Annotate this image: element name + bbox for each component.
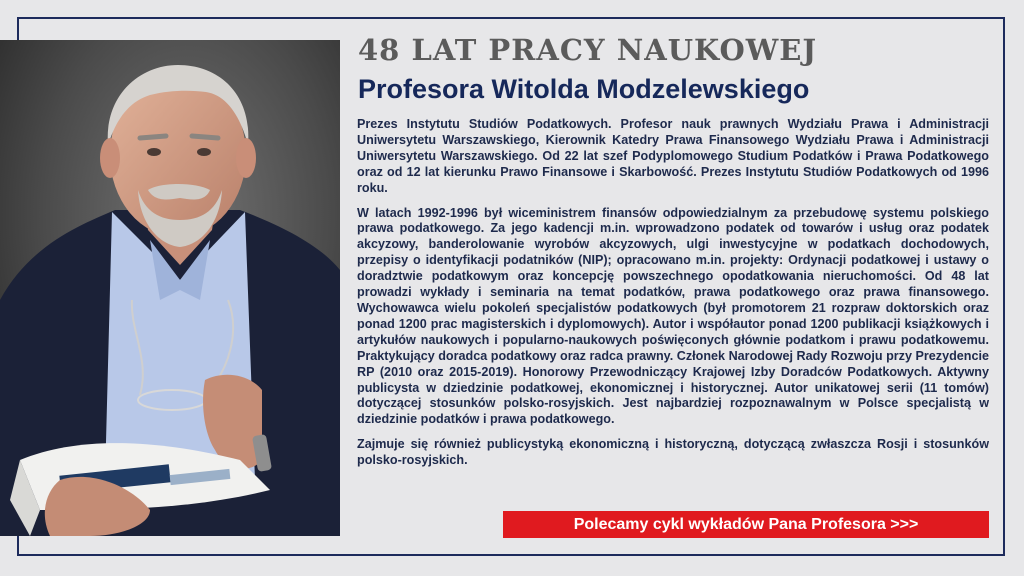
bio-paragraph-3: Zajmuje się również publicystyką ekonomiczną i historyczną, dotyczącą zwłaszcza Rosji i stosunków polsko-rosyjskich.: [357, 437, 989, 468]
bio-paragraph-1: Prezes Instytutu Studiów Podatkowych. Profesor nauk prawnych Wydziału Prawa i Administracji Uniwersytetu Warszawskiego, Kierownik Katedry Prawa Finansowego Wydziału Prawa i Administracji Uniwersytetu Warszawskiego. Od 22 lat szef Podyplomowego Studium Podatków i Prawa Podatkowego oraz od 12 lat kierunku Prawo Finansowe i Skarbowość. Prezes Instytutu Studiów Podatkowych od 1996 roku.: [357, 117, 989, 195]
page-title: 48 LAT PRACY NAUKOWEJ: [358, 33, 818, 67]
biography-text: [357, 117, 989, 478]
page-subtitle: Profesora Witolda Modzelewskiego: [358, 74, 810, 104]
professor-portrait: [0, 40, 340, 536]
bio-paragraph-2: W latach 1992-1996 był wiceministrem finansów odpowiedzialnym za przebudowę systemu polskiego prawa podatkowego. Za jego kadencji m.in. wprowadzono podatek od towarów i usług oraz podatek akcyzowy, banderolowanie wyrobów akcyzowych, ulgi inwestycyjne w podatkach dochodowych, przepisy o identyfikacji podatników (NIP); opracowano m.in. projekty: Ordynacji podatkowej i ustawy o doradztwie podatkowym oraz koncepcję powszechnego opodatkowania nieruchomości. Od 48 lat prowadzi wykłady i seminaria na temat podatków, prawa podatkowego oraz prawa finansowego. Wychowawca wielu pokoleń specjalistów podatkowych (był promotorem 21 rozpraw doktorskich oraz ponad 1200 prac magisterskich i dyplomowych). Autor i współautor ponad 1200 publikacji książkowych i artykułów naukowych i popularno-naukowych poświęconych głównie podatkom i prawu podatkowemu. Praktykujący doradca podatkowy oraz radca prawny. Członek Narodowej Rady Rozwoju przy Prezydencie RP (2010 oraz 2015-2019). Honorowy Przewodniczący Krajowej Izby Doradców Podatkowych. Aktywny publicysta w dziedzinie podatkowej, ekonomicznej i historycznej. Autor unikatowej serii (11 tomów) dotyczącej stosunków polsko-rosyjskich. Jest najbardziej rozpoznawalnym w Polsce specjalistą w dziedzinie podatków i prawa podatkowego.: [357, 205, 989, 427]
lecture-series-button[interactable]: Polecamy cykl wykładów Pana Profesora >>>: [503, 511, 989, 538]
